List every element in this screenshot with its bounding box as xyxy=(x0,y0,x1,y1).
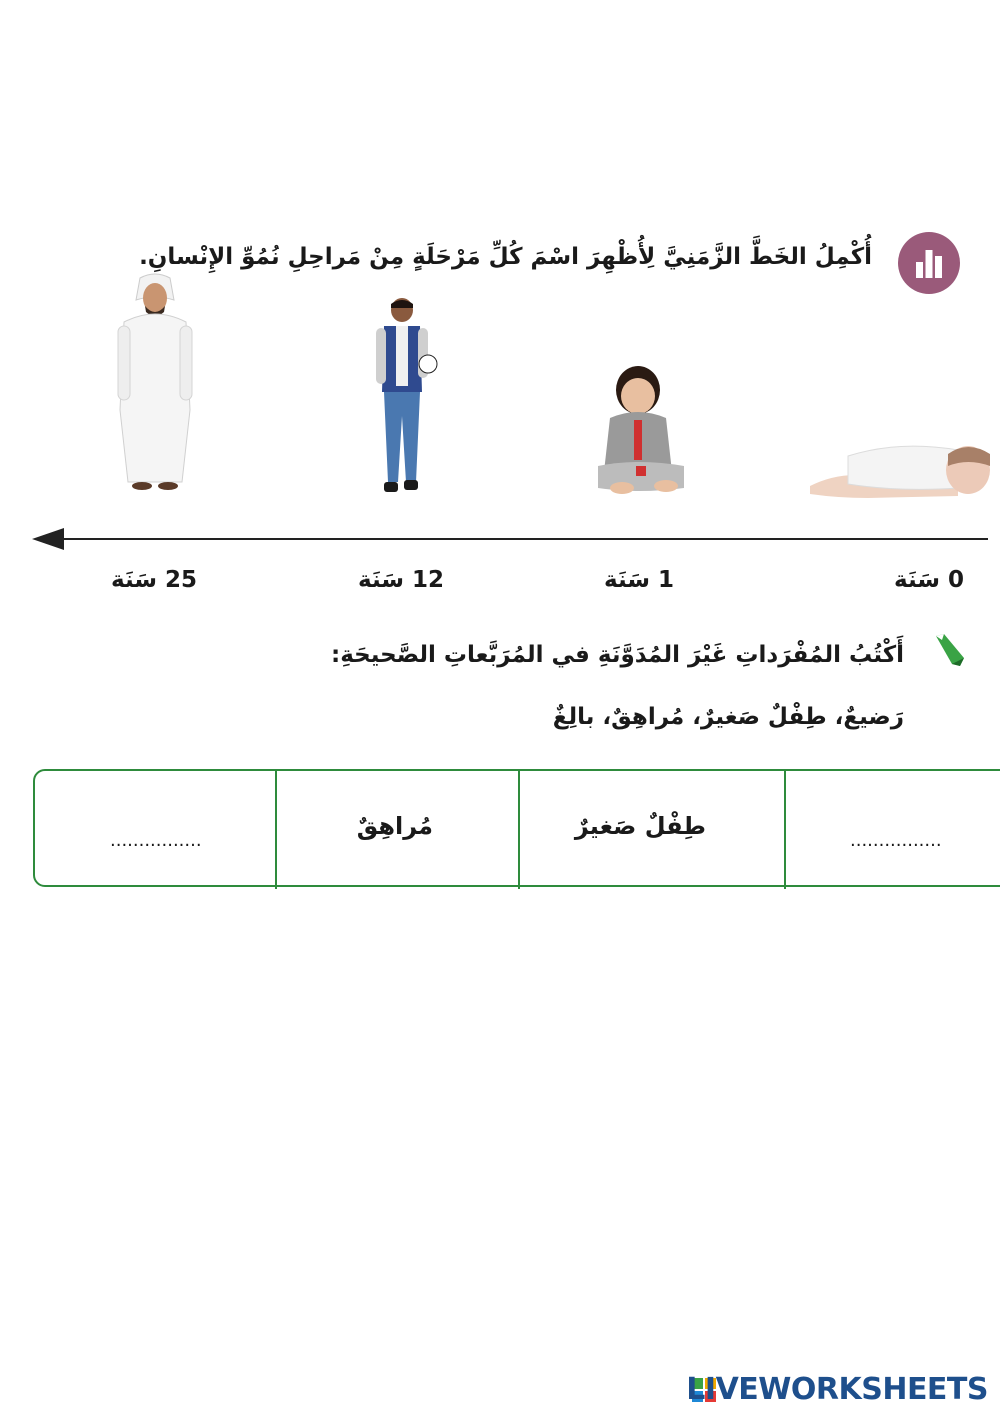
adult-man-illustration xyxy=(112,270,198,492)
instruction-timeline: أُكْمِلُ الخَطَّ الزَّمَنِيَّ لِأُظْهِرَ اسْمَ كُلِّ مَرْحَلَةٍ مِنْ مَراحِلِ نُمُوِّ الإِنْسانِ. xyxy=(139,244,872,270)
timeline-line xyxy=(52,538,988,540)
word-bank: رَضيعٌ، طِفْلٌ صَغيرٌ، مُراهِقٌ، بالِغٌ xyxy=(552,704,904,730)
age-label-25: 25 سَنَة xyxy=(111,567,197,593)
answer-blank-adult[interactable]: ................ xyxy=(110,830,202,851)
pencil-icon xyxy=(930,632,966,668)
age-label-0: 0 سَنَة xyxy=(894,567,964,593)
box-divider xyxy=(275,769,277,889)
box-divider xyxy=(518,769,520,889)
liveworksheets-brand: LIVEWORKSHEETS xyxy=(686,1372,988,1407)
teen-boy-illustration xyxy=(372,296,438,500)
baby-illustration xyxy=(808,436,990,500)
answer-teenager: مُراهِقٌ xyxy=(356,812,433,840)
answer-boxes xyxy=(33,769,1000,887)
arrow-left-icon xyxy=(32,528,64,550)
answer-blank-infant[interactable]: ................ xyxy=(850,830,942,851)
chart-icon xyxy=(898,232,960,294)
box-divider xyxy=(784,769,786,889)
toddler-illustration xyxy=(592,362,688,494)
instruction-vocabulary: أَكْتُبُ المُفْرَداتِ غَيْرَ المُدَوَّنَةِ في المُرَبَّعاتِ الصَّحيحَةِ: xyxy=(331,642,904,668)
age-label-1: 1 سَنَة xyxy=(604,567,674,593)
age-label-12: 12 سَنَة xyxy=(358,567,444,593)
answer-small-child: طِفْلٌ صَغيرٌ xyxy=(574,812,706,840)
